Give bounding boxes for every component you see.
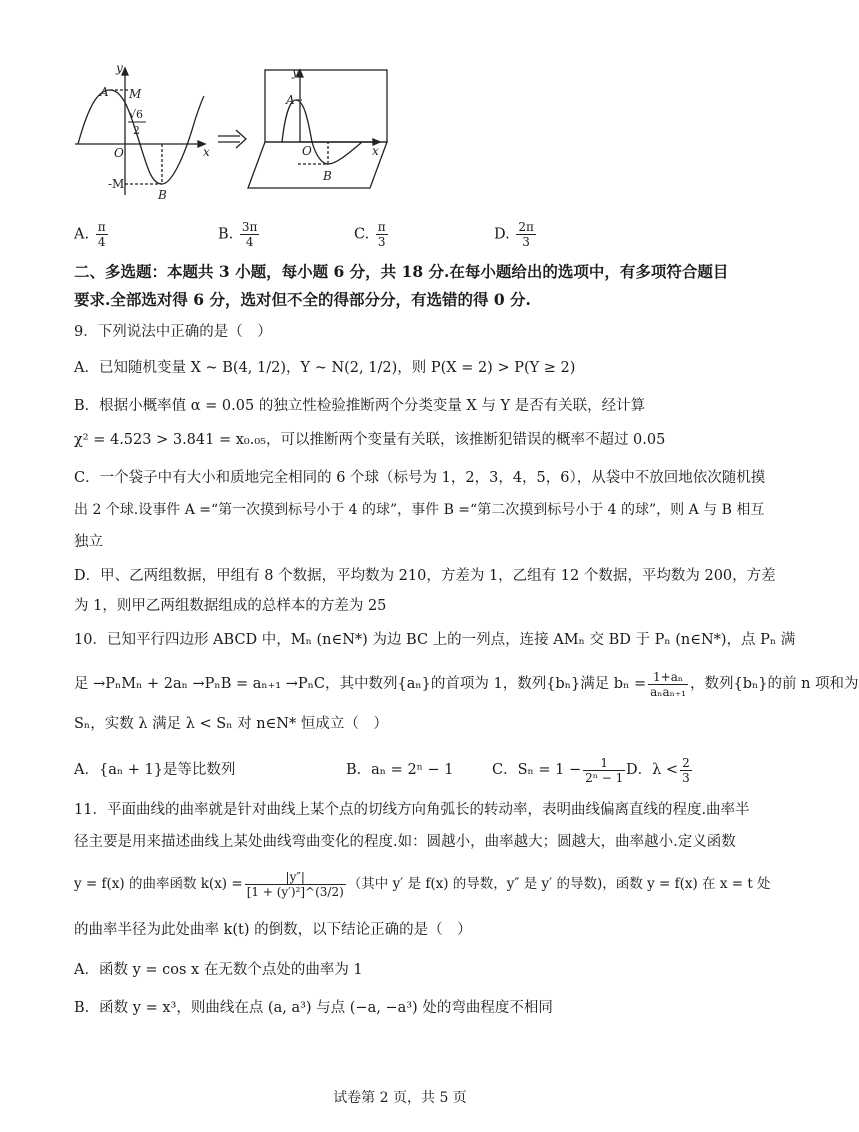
q9-option-b-line1[interactable]: B．根据小概率值 α = 0.05 的独立性检验推断两个分类变量 X 与 Y 是否有关联，经计算 [74,398,646,414]
left-frac-num: √6 [129,108,144,121]
q8-option-b-letter: B. [218,226,234,243]
q10-option-d[interactable] [626,754,694,786]
page-footer: 试卷第 2 页，共 5 页 [333,1090,467,1106]
right-O-label: O [302,144,312,158]
q8-option-a-frac [96,220,108,249]
q10-option-c-text: C．Sₙ = 1 − [492,762,582,778]
right-A-label: A [286,93,295,107]
q8-option-b-num: 3π [241,220,258,234]
q10-bn-frac-num: 1+aₙ [648,670,688,685]
q9-option-c-line2: 出 2 个球.设事件 A =“第一次摸到标号小于 4 的球”，事件 B =“第二次摸到标号小于 4 的球”，则 A 与 B 相互 [74,502,765,518]
right-x-label: x [372,144,379,158]
q11-curvature-num: |y″| [245,870,346,885]
q11-stem-line3-text: y = f(x) 的曲率函数 k(x) = [74,876,243,892]
q10-stem-line2 [74,666,859,702]
q10-bn-frac-den: aₙaₙ₊₁ [650,684,686,699]
left-x-label: x [203,145,210,159]
q8-option-a-num: π [97,220,106,234]
q11-option-a[interactable]: A．函数 y = cos x 在无数个点处的曲率为 1 [74,962,363,978]
q10-option-c-den: 2ⁿ − 1 [585,770,624,785]
q11-option-b[interactable]: B．函数 y = x³，则曲线在点 (a, a³) 与点 (−a, −a³) 处的弯曲程度不相同 [74,1000,553,1016]
q9-option-c-line3: 独立 [74,534,103,550]
left-A-label: A [100,85,109,99]
q10-stem-line1: 10．已知平行四边形 ABCD 中，Mₙ (n∈N*) 为边 BC 上的一列点，连接 AMₙ 交 BD 于 Pₙ (n∈N*)，点 Pₙ 满 [74,632,796,648]
q8-option-d-letter: D. [494,226,510,243]
q8-option-c-letter: C. [354,226,370,243]
q11-stem-line4: 的曲率半径为此处曲率 k(t) 的倒数，以下结论正确的是（ ） [74,922,472,938]
q10-option-d-frac [680,756,692,785]
transform-arrow-icon [218,130,246,148]
q9-option-c-line1[interactable]: C．一个袋子中有大小和质地完全相同的 6 个球（标号为 1，2，3，4，5，6），从袋中不放回地依次随机摸 [74,470,766,486]
q8-option-d-den: 3 [522,235,530,249]
left-B-label: B [158,188,167,202]
q8-option-d[interactable] [494,220,538,249]
left-y-label: y [116,61,123,75]
q10-stem-line2-text: 足 →PₙMₙ + 2aₙ →PₙB = aₙ₊₁ →PₙC，其中数列{aₙ}的首项为 1，数列{bₙ}满足 bₙ = [74,676,647,692]
q10-option-c-num: 1 [583,756,625,771]
q8-option-a-letter: A. [74,226,90,243]
q9-option-a[interactable]: A．已知随机变量 X ~ B(4, 1/2)，Y ~ N(2, 1/2)，则 P(X = 2) > P(Y ≥ 2) [74,360,576,376]
q10-option-a[interactable]: A．{aₙ + 1}是等比数列 [74,762,236,778]
q8-option-c-den: 3 [377,235,386,249]
q10-stem-line2-tail: ，数列{bₙ}的前 n 项和为 [689,676,859,692]
q9-option-b-line2: χ² = 4.523 > 3.841 = x₀.₀₅，可以推断两个变量有关联，该推断犯错误的概率不超过 0.05 [74,432,666,448]
q10-option-d-text: D．λ < [626,762,679,778]
q11-stem-line2: 径主要是用来描述曲线上某处曲线弯曲变化的程度.如：圆越小，曲率越大；圆越大，曲率越小.定义函数 [74,834,736,850]
q8-option-c-frac [376,220,388,249]
q10-option-c-frac [583,756,625,785]
q8-option-d-num: 2π [518,220,534,234]
left-frac-den: 2 [133,124,140,137]
q10-option-d-den: 3 [682,770,690,785]
q9-option-d-line2: 为 1，则甲乙两组数据组成的总样本的方差为 25 [74,598,387,614]
q8-option-b-frac [240,220,260,249]
q11-stem-line3 [74,864,771,904]
q8-option-b[interactable] [218,220,261,249]
q8-option-d-frac [516,220,536,249]
q10-option-b[interactable]: B．aₙ = 2ⁿ − 1 [346,762,454,778]
q10-bn-frac [648,670,688,699]
q11-curvature-den: [1 + (y′)²]^(3/2) [246,885,344,899]
section2-heading-line2: 要求.全部选对得 6 分，选对但不全的得部分分，有选错的得 0 分. [74,290,531,309]
right-B-label: B [323,169,332,183]
q9-stem: 9．下列说法中正确的是（ ） [74,324,272,340]
section2-heading-line1: 二、多选题：本题共 3 小题，每小题 6 分，共 18 分.在每小题给出的选项中，有多项符合题目 [74,262,729,281]
q11-curvature-frac [245,870,346,899]
left-O-label: O [114,146,124,160]
right-y-label: y [292,65,299,79]
q8-option-c[interactable] [354,220,390,249]
q9-option-d-line1[interactable]: D．甲、乙两组数据，甲组有 8 个数据，平均数为 210，方差为 1，乙组有 12 个数据，平均数为 200，方差 [74,568,776,584]
q8-figure [70,60,410,200]
q8-option-a-den: 4 [97,235,106,249]
q10-option-c[interactable] [492,754,627,786]
folded-graph-right [248,70,387,188]
q10-option-d-num: 2 [682,755,690,770]
q11-stem-line3-tail: （其中 y′ 是 f(x) 的导数，y″ 是 y′ 的导数)，函数 y = f(x) 在 x = t 处 [347,876,771,892]
left-negM-label: -M [108,177,125,191]
q8-option-a[interactable] [74,220,110,249]
q10-stem-line3: Sₙ，实数 λ 满足 λ < Sₙ 对 n∈N* 恒成立（ ） [74,716,388,732]
left-M-label: M [129,87,142,101]
q8-option-b-den: 4 [245,235,254,249]
q11-stem-line1: 11．平面曲线的曲率就是针对曲线上某个点的切线方向角弧长的转动率，表明曲线偏离直线的程度.曲率半 [74,802,750,818]
q8-option-c-num: π [377,220,386,234]
